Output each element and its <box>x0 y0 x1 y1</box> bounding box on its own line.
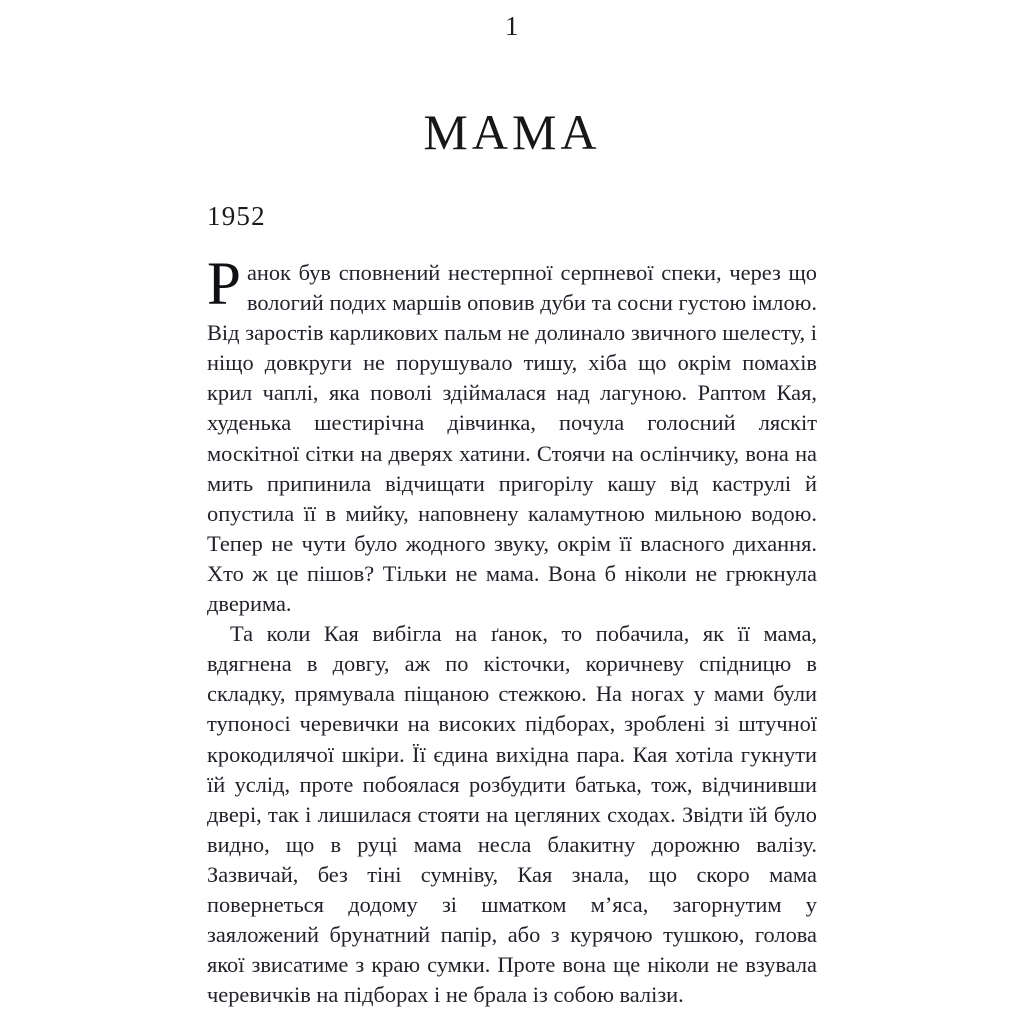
body-text <box>207 251 817 1010</box>
chapter-number: 1 <box>505 11 519 41</box>
paragraph: Ранок був сповнений нестерпної серпневої спеки, через що вологий подих маршів оповив дуби та сосни густою імлою. Від заростів карликових пальм не долинало звичного шелесту, і ніщо довкруги не порушувало тишу, хіба що окрім помахів крил чаплі, яка поволі здіймалася над лагуною. Раптом Кая, худенька шестирічна дівчинка, почула голосний ляскіт москітної сітки на дверях хатини. Стоячи на ослінчику, вона на мить припинила відчищати пригорілу кашу від каструлі й опустила її в мийку, наповнену каламутною мильною водою. Тепер не чути було жодного звуку, окрім її власного дихання. Хто ж це пішов? Тільки не мама. Вона б ніколи не грюкнула дверима. <box>207 251 817 617</box>
paragraph: Та коли Кая вибігла на ґанок, то побачила, як її мама, вдягнена в довгу, аж по кісточки, коричневу спідницю в складку, прямувала піщаною стежкою. На ногах у мами були тупоносі черевички на високих підборах, зроблені зі штучної крокодилячої шкіри. Її єдина вихідна пара. Кая хотіла гукнути їй услід, проте побоялася розбудити батька, тож, відчинивши двері, так і лишилася стояти на цегляних сходах. Звідти їй було видно, що в руці мама несла блакитну дорожню валізу. Зазвичай, без тіні сумніву, Кая знала, що скоро мама повернеться додому зі шматком м’яса, загорнутим у заяложений брунатний папір, або з курячою тушкою, голова якої звисатиме з краю сумки. Проте вона ще ніколи не взувала черевичків на підборах і не брала із собою валізи. <box>207 621 817 1008</box>
chapter-year: 1952 <box>207 201 266 231</box>
chapter-title: МАМА <box>423 103 601 160</box>
